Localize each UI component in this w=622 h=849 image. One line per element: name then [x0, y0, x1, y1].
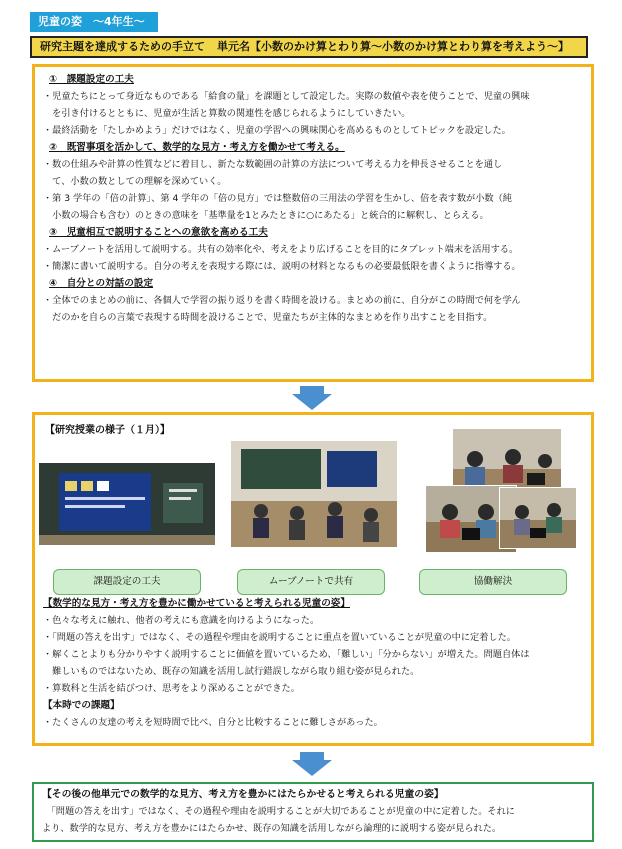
text-line: ・第 3 学年の「倍の計算」、第 4 学年の「倍の見方」では整数倍の三用法の学習を生かし、倍を表す数が小数（純	[43, 193, 512, 204]
text-line: ・最終活動を「たしかめよう」だけではなく、児童の学習への興味関心を高めるものとしてトピックを設定した。	[43, 125, 511, 136]
section-4-title: ④ 自分との対話の設定	[49, 278, 154, 289]
text-line: 小数の場合も含む）のときの意味を「基準量を1とみたときに○にあたる」と統合的に解釈し、とらえる。	[43, 210, 489, 221]
lesson-box	[32, 412, 594, 746]
issue-heading: 【本時での課題】	[43, 700, 120, 711]
text-line: ・全体でのまとめの前に、各個人で学習の振り返りを書く時間を設ける。まとめの前に、自分がこの時間で何を学ん	[43, 295, 521, 306]
section-2-title: ② 既習事項を活かして、数学的な見方・考え方を働かせて考える。	[49, 142, 345, 153]
text-line: ・数の仕組みや計算の性質などに着目し、新たな数範囲の計算の方法について考える力を伸長させることを通し	[43, 159, 503, 170]
text-line: ・児童たちにとって身近なものである「給食の量」を課題として設定した。実際の数値や表を使うことで、児童の興味	[43, 91, 530, 102]
section-3-title: ③ 児童相互で説明することへの意欲を高める工夫	[49, 227, 268, 238]
after-heading: 【その後の他単元での数学的な見方、考え方を豊かにはたらかせると考えられる児童の姿】	[42, 789, 444, 800]
text-line: ・ムーブノートを活用して説明する。共有の効率化や、考えをより広げることを目的にタブレット端末を活用する。	[43, 244, 519, 255]
text-line: て、小数の数としての理解を深めていく。	[43, 176, 227, 187]
text-line: ・「問題の答えを出す」ではなく、その過程や理由を説明することに重点を置いていることが児童の中に定着した。	[43, 632, 516, 643]
photo-classroom	[231, 441, 397, 547]
text-line: ・色々な考えに触れ、他者の考えにも意識を向けるようになった。	[43, 615, 320, 626]
theme-bar	[30, 36, 588, 58]
text-line: ・簡潔に書いて説明する。自分の考えを表現する際には、説明の材料となるもの必要最低限を書くように指導する。	[43, 261, 521, 272]
section-1-title: ① 課題設定の工夫	[49, 74, 134, 85]
measures-box	[32, 64, 594, 382]
text-line: ・算数科と生活を結びつけ、思考をより深めることができた。	[43, 683, 300, 694]
after-box	[32, 782, 594, 842]
page-tag: 児童の姿 ～4年生～	[30, 12, 158, 32]
text-line: より、数学的な見方、考え方を豊かにはたらかせ、既存の知識を活用しながら論理的に説明する姿が見られた。	[42, 823, 502, 834]
callout-movenote: ムーブノートで共有	[237, 569, 385, 595]
text-line: ・解くことよりも分かりやすく説明することに価値を置いているため、「難しい」「分からない」が増えた。問題自体は	[43, 649, 530, 660]
unit-name: 単元名【小数のかけ算とわり算～小数のかけ算とわり算を考えよう～】	[217, 40, 569, 53]
observation-heading: 【数学的な見方・考え方を豊かに働かせていると考えられる児童の姿】	[43, 598, 350, 609]
lesson-heading: 【研究授業の様子（１月）】	[45, 425, 170, 436]
text-line: を引き付けるとともに、児童が生活と算数の関連性を感じられるようにしていきたい。	[43, 108, 411, 119]
text-line: ・たくさんの友達の考えを短時間で比べ、自分と比較することに難しさがあった。	[43, 717, 383, 728]
text-line: だのかを自らの言葉で表現する時間を設けることで、児童たちが主体的なまとめを作り出すことを目指す。	[43, 312, 493, 323]
theme-label: 研究主題を達成するための手立て	[40, 40, 205, 53]
text-line: 難しいものではないため、既存の知識を活用し試行錯誤しながら取り組む姿が見られた。	[43, 666, 420, 677]
photo-blackboard	[39, 463, 215, 545]
callout-task-setting: 課題設定の工夫	[53, 569, 201, 595]
text-line: 「問題の答えを出す」ではなく、その過程や理由を説明することが大切であることが児童の中に定着した。それに	[42, 806, 515, 817]
photo-group-3	[499, 487, 577, 549]
callout-cooperation: 協働解決	[419, 569, 567, 595]
